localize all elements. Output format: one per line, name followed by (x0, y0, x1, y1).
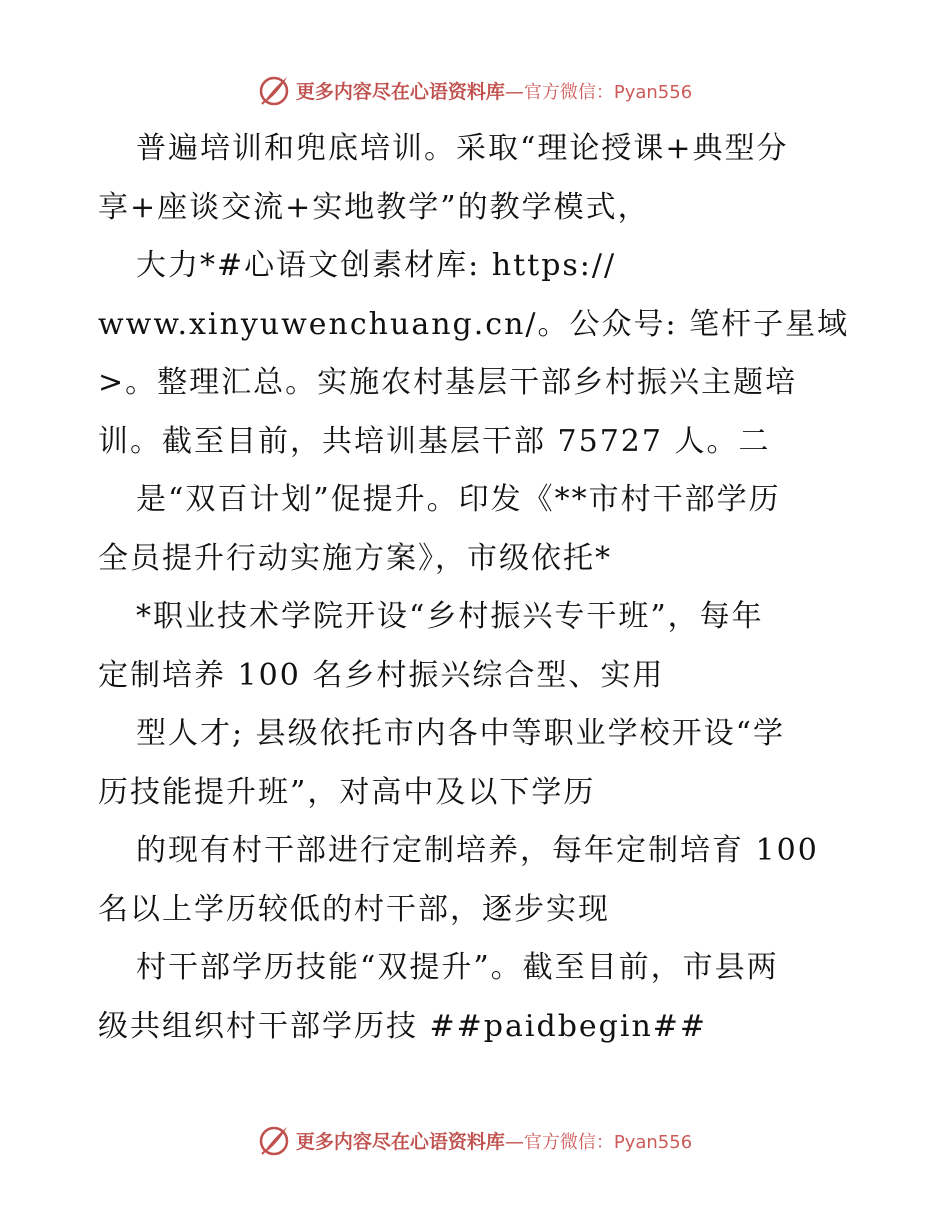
text-line: 型人才; 县级依托市内各中等职业学校开设“学 (136, 716, 785, 751)
header-banner-wechat: 官方微信：Pyan556 (523, 81, 693, 103)
text-line: 全员提升行动实施方案》，市级依托* (98, 540, 612, 576)
text-line: 级共组织村干部学历技 ##paidbegin## (98, 1008, 708, 1044)
footer-banner-text (296, 1127, 692, 1154)
header-banner-separator: — (504, 80, 524, 103)
footer-banner (0, 1120, 950, 1160)
footer-banner-main: 更多内容尽在心语资料库 (295, 1130, 505, 1153)
text-line: 定制培养 100 名乡村振兴综合型、实用 (98, 657, 665, 693)
text-line: 享+座谈交流+实地教学”的教学模式， (98, 189, 650, 225)
text-line: *职业技术学院开设“乡村振兴专干班”，每年 (136, 599, 764, 634)
quill-logo-icon (258, 1124, 290, 1156)
quill-logo-icon (258, 74, 290, 106)
text-line: 村干部学历技能“双提升”。截至目前，市县两 (136, 950, 779, 985)
text-line: 的现有村干部进行定制培养，每年定制培育 100 (136, 833, 819, 868)
text-line: 历技能提升班”，对高中及以下学历 (98, 774, 596, 810)
header-banner-text (296, 77, 692, 104)
text-line: 普遍培训和兜底培训。采取“理论授课+典型分 (136, 131, 789, 166)
header-banner-main: 更多内容尽在心语资料库 (295, 80, 505, 103)
text-line: 训。截至目前，共培训基层干部 75727 人。二 (98, 423, 771, 459)
footer-banner-wechat: 官方微信：Pyan556 (523, 1131, 693, 1153)
footer-banner-separator: — (504, 1130, 524, 1153)
text-line: www.xinyuwenchuang.cn/。公众号: 笔杆子星域 (98, 306, 850, 342)
header-banner (0, 70, 950, 110)
text-line: 名以上学历较低的村干部，逐步实现 (98, 891, 610, 927)
text-line: 大力*#心语文创素材库: https:// (136, 248, 617, 283)
text-line: >。整理汇总。实施农村基层干部乡村振兴主题培 (98, 365, 798, 400)
document-body (98, 120, 858, 1056)
text-line: 是“双百计划”促提升。印发《**市村干部学历 (136, 482, 781, 517)
